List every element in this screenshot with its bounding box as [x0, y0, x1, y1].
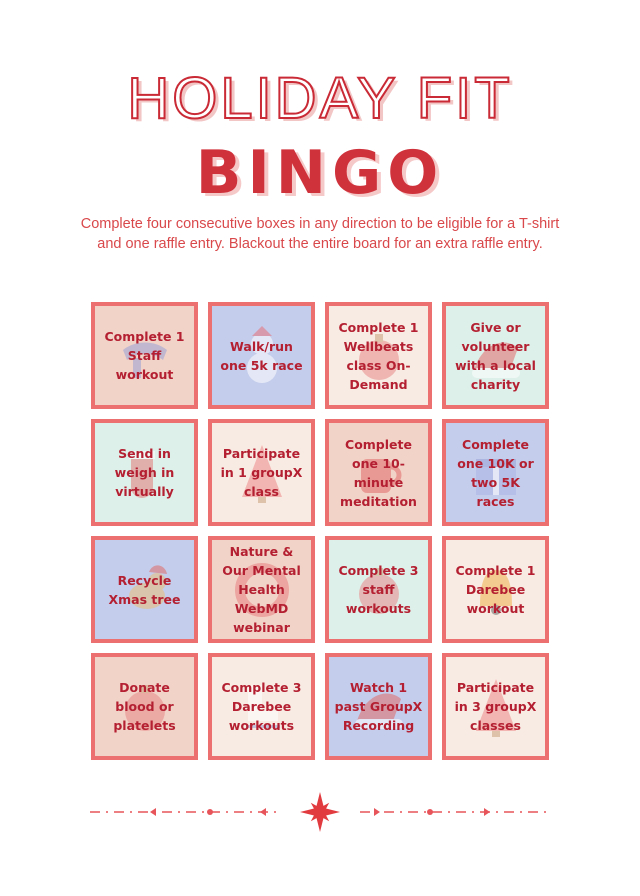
bingo-cell[interactable] — [208, 419, 315, 526]
bingo-cell-label: Complete 3 staff workouts — [338, 563, 419, 616]
bingo-cell[interactable] — [208, 653, 315, 760]
bingo-cell[interactable] — [208, 302, 315, 409]
bingo-cell[interactable] — [442, 419, 549, 526]
snowflake-divider-icon — [90, 790, 550, 834]
bingo-cell[interactable] — [91, 419, 198, 526]
bingo-cell[interactable] — [325, 302, 432, 409]
bingo-cell-label: Give or volunteer with a local charity — [455, 319, 536, 392]
footer-divider — [90, 790, 550, 834]
bingo-cell[interactable] — [442, 536, 549, 643]
bingo-cell-label: Participate in 3 groupX classes — [454, 680, 537, 733]
bingo-cell-label: Complete one 10-minute meditation — [340, 436, 417, 509]
title-line-2: BINGO — [195, 138, 445, 208]
bingo-cell-label: Complete 1 Wellbeats class On-Demand — [338, 319, 419, 392]
bingo-cell-label: Watch 1 past GroupX Recording — [334, 680, 423, 733]
bingo-cell[interactable] — [442, 653, 549, 760]
bingo-cell[interactable] — [325, 653, 432, 760]
bingo-cell[interactable] — [325, 536, 432, 643]
bingo-cell[interactable] — [442, 302, 549, 409]
bingo-cell[interactable] — [91, 302, 198, 409]
bingo-cell-label: Nature & Our Mental Health WebMD webinar — [222, 544, 301, 635]
bingo-cell-label: Walk/run one 5k race — [220, 338, 303, 373]
bingo-cell[interactable] — [208, 536, 315, 643]
bingo-cell-label: Send in weigh in virtually — [114, 446, 175, 499]
bingo-cell-label: Complete 1 Staff workout — [104, 329, 185, 382]
bingo-cell-label: Participate in 1 groupX class — [220, 446, 303, 499]
bingo-cell-label: Complete 3 Darebee workouts — [221, 680, 302, 733]
intro-text: Complete four consecutive boxes in any direction to be eligible for a T-shirt and one raffle entry. Blackout the entire board for an extra raffle entry. — [80, 216, 560, 252]
bingo-cell-label: Donate blood or platelets — [113, 680, 176, 733]
bingo-cell-label: Complete one 10K or two 5K races — [457, 436, 534, 509]
bingo-cell-label: Recycle Xmas tree — [108, 572, 181, 607]
bingo-cell[interactable] — [325, 419, 432, 526]
bingo-cell[interactable] — [91, 536, 198, 643]
bingo-cell-label: Complete 1 Darebee workout — [455, 563, 536, 616]
title-line-1: HOLIDAY FIT — [127, 66, 513, 131]
bingo-cell[interactable] — [91, 653, 198, 760]
bingo-board — [91, 302, 549, 760]
